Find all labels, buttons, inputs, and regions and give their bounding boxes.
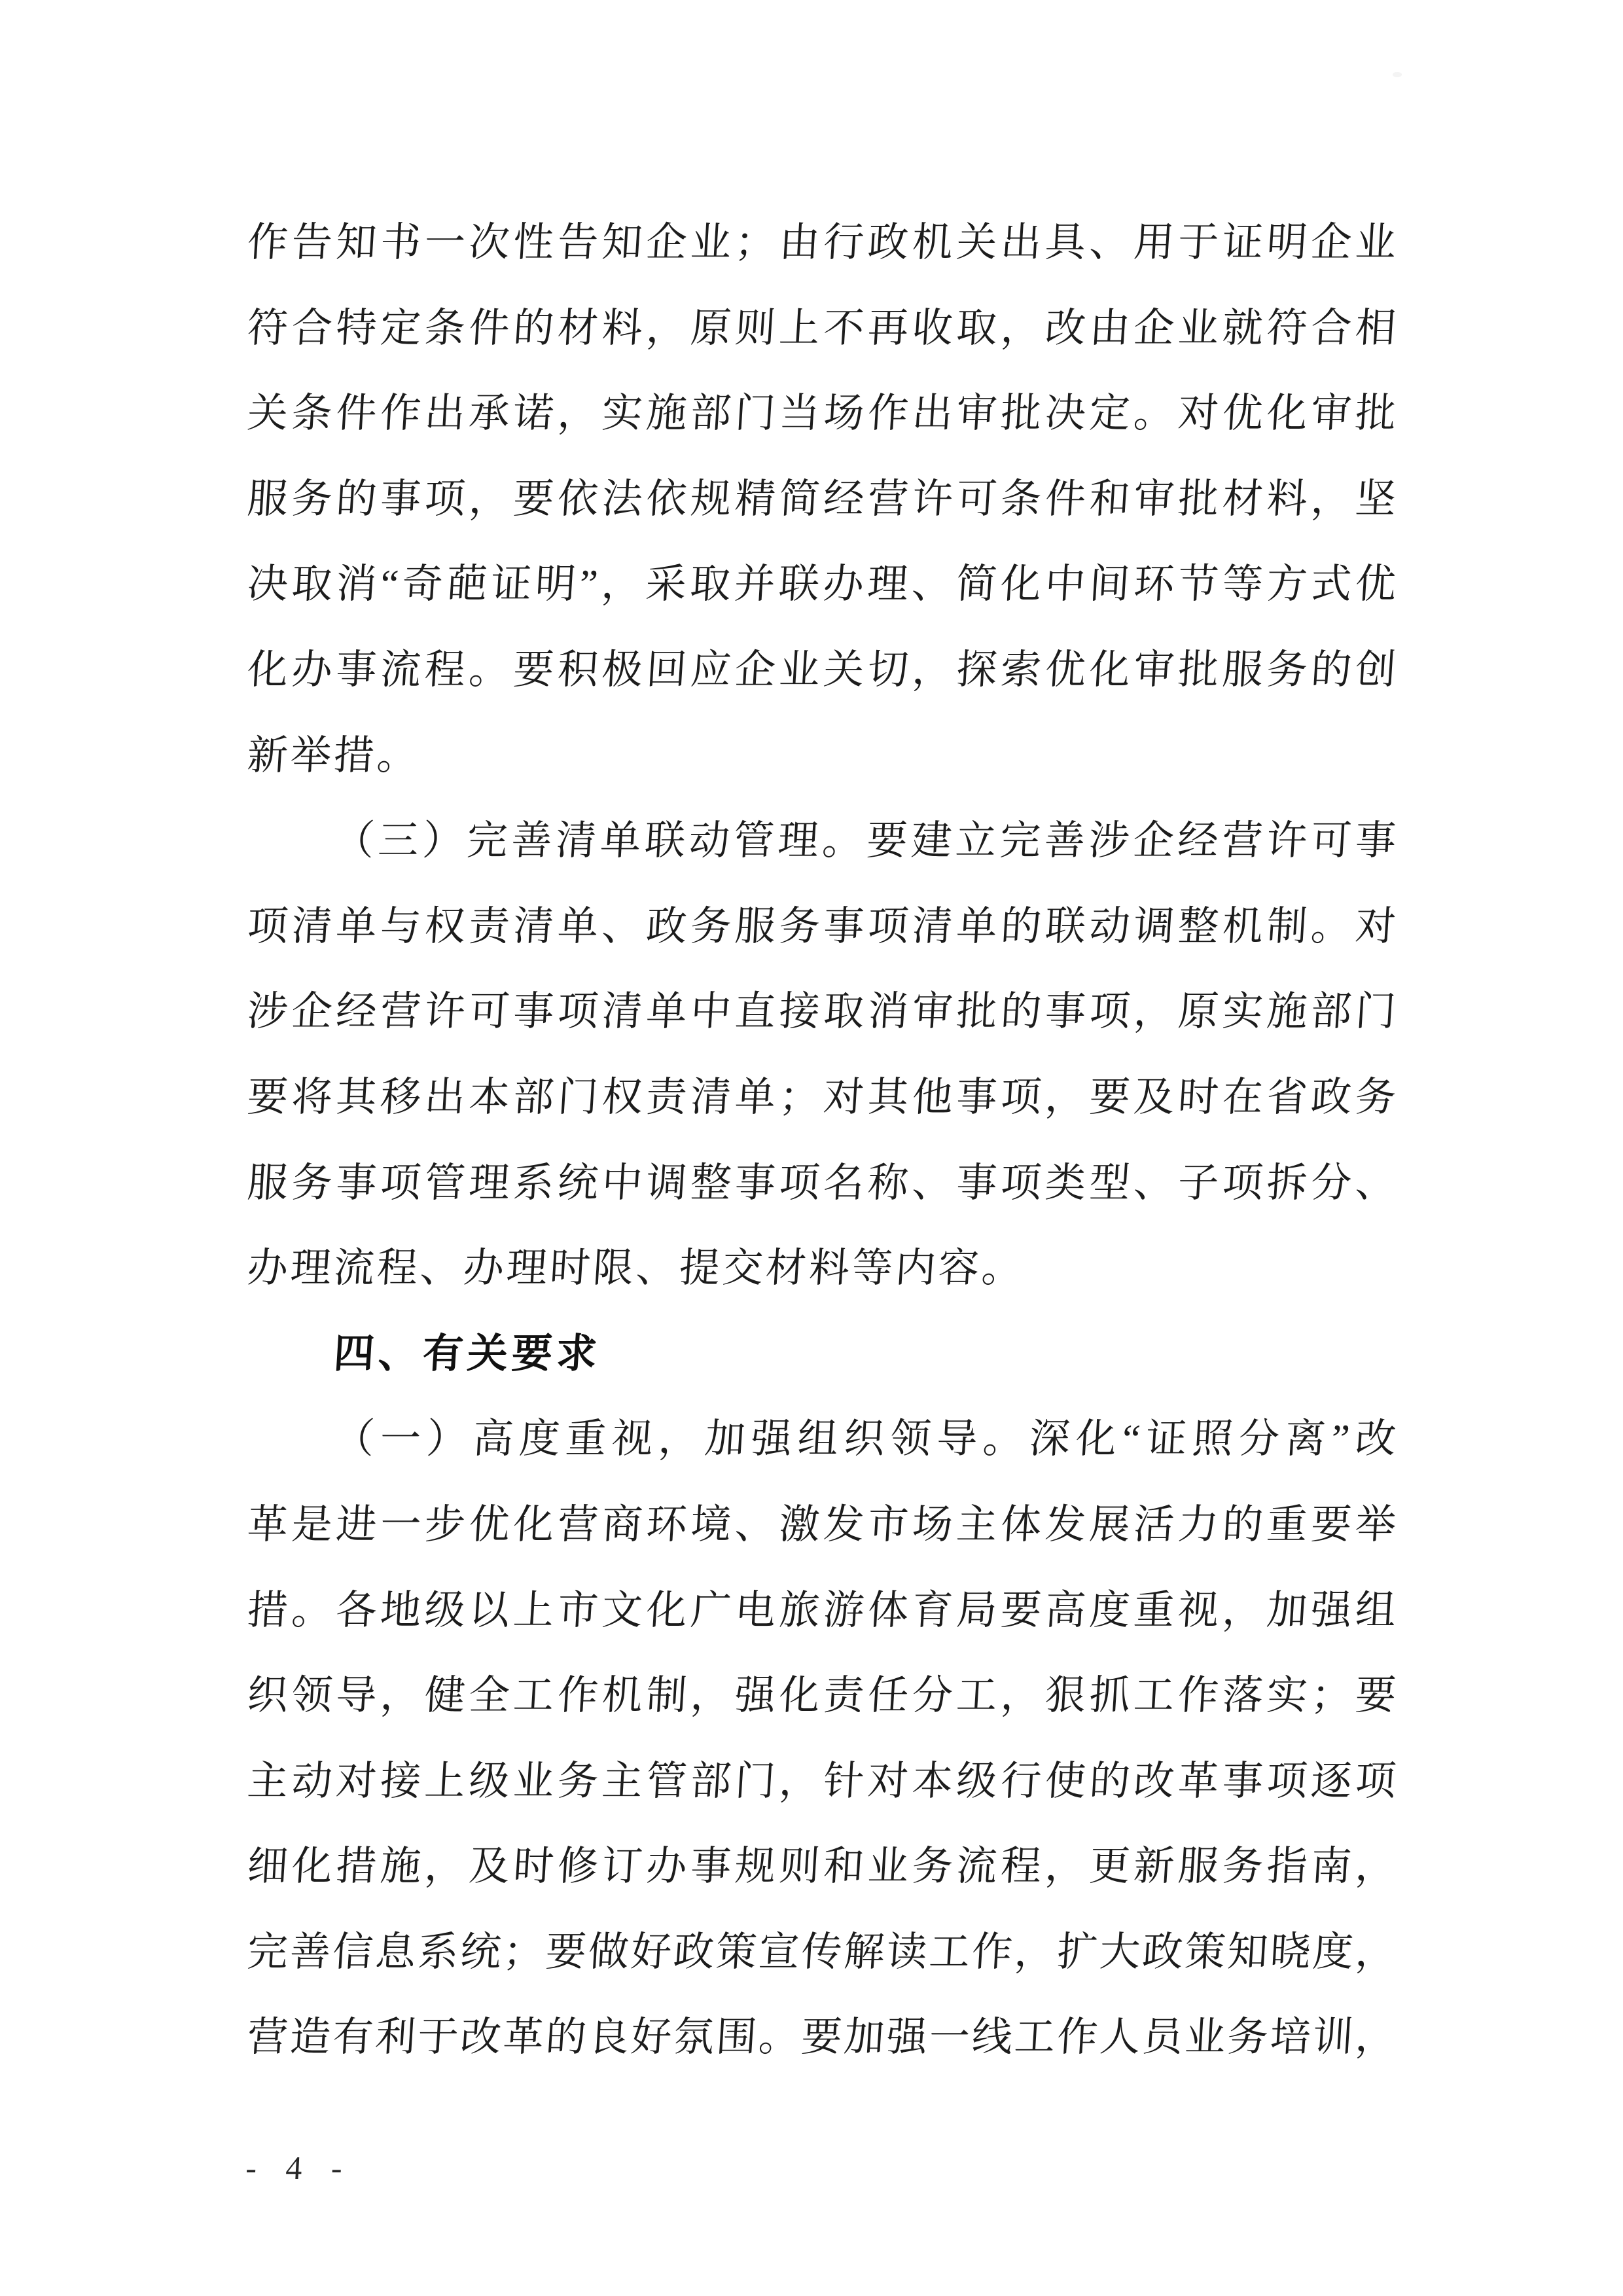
text-line: （三）完善清单联动管理。要建立完善涉企经营许可事 — [332, 819, 1398, 864]
text-line: 服务的事项，要依法依规精简经营许可条件和审批材料，坚 — [245, 476, 1398, 522]
document-body — [245, 200, 1398, 2081]
text-line: （一）高度重视，加强组织领导。深化“证照分离”改 — [332, 1417, 1398, 1462]
scan-artifact — [1393, 72, 1402, 77]
text-line: 涉企经营许可事项清单中直接取消审批的事项，原实施部门 — [245, 990, 1398, 1035]
text-line: 作告知书一次性告知企业；由行政机关出具、用于证明企业 — [245, 221, 1398, 265]
text-line: 细化措施，及时修订办事规则和业务流程，更新服务指南， — [245, 1844, 1398, 1890]
text-line: 关条件作出承诺，实施部门当场作出审批决定。对优化审批 — [245, 391, 1398, 437]
page-number: - 4 - — [245, 2149, 354, 2186]
text-line: 要将其移出本部门权责清单；对其他事项，要及时在省政务 — [245, 1075, 1398, 1120]
text-line: 办理流程、办理时限、提交材料等内容。 — [245, 1246, 1027, 1291]
text-line: 服务事项管理系统中调整事项名称、事项类型、子项拆分、 — [245, 1160, 1398, 1206]
text-line: 营造有利于改革的良好氛围。要加强一线工作人员业务培训， — [245, 2015, 1398, 2060]
text-line: 完善信息系统；要做好政策宣传解读工作，扩大政策知晓度， — [245, 1929, 1398, 1975]
section-heading: 四、有关要求 — [332, 1331, 603, 1376]
text-line: 措。各地级以上市文化广电旅游体育局要高度重视，加强组 — [245, 1588, 1398, 1633]
text-line: 符合特定条件的材料，原则上不再收取，改由企业就符合相 — [245, 306, 1398, 351]
text-line: 织领导，健全工作机制，强化责任分工，狠抓工作落实；要 — [245, 1674, 1398, 1719]
text-line: 主动对接上级业务主管部门，针对本级行使的改革事项逐项 — [245, 1759, 1398, 1804]
text-line: 决取消“奇葩证明”，采取并联办理、简化中间环节等方式优 — [245, 562, 1398, 607]
text-line: 项清单与权责清单、政务服务事项清单的联动调整机制。对 — [245, 904, 1398, 949]
text-line: 化办事流程。要积极回应企业关切，探索优化审批服务的创 — [245, 647, 1398, 692]
text-line: 革是进一步优化营商环境、激发市场主体发展活力的重要举 — [245, 1502, 1398, 1547]
text-line: 新举措。 — [245, 733, 422, 778]
